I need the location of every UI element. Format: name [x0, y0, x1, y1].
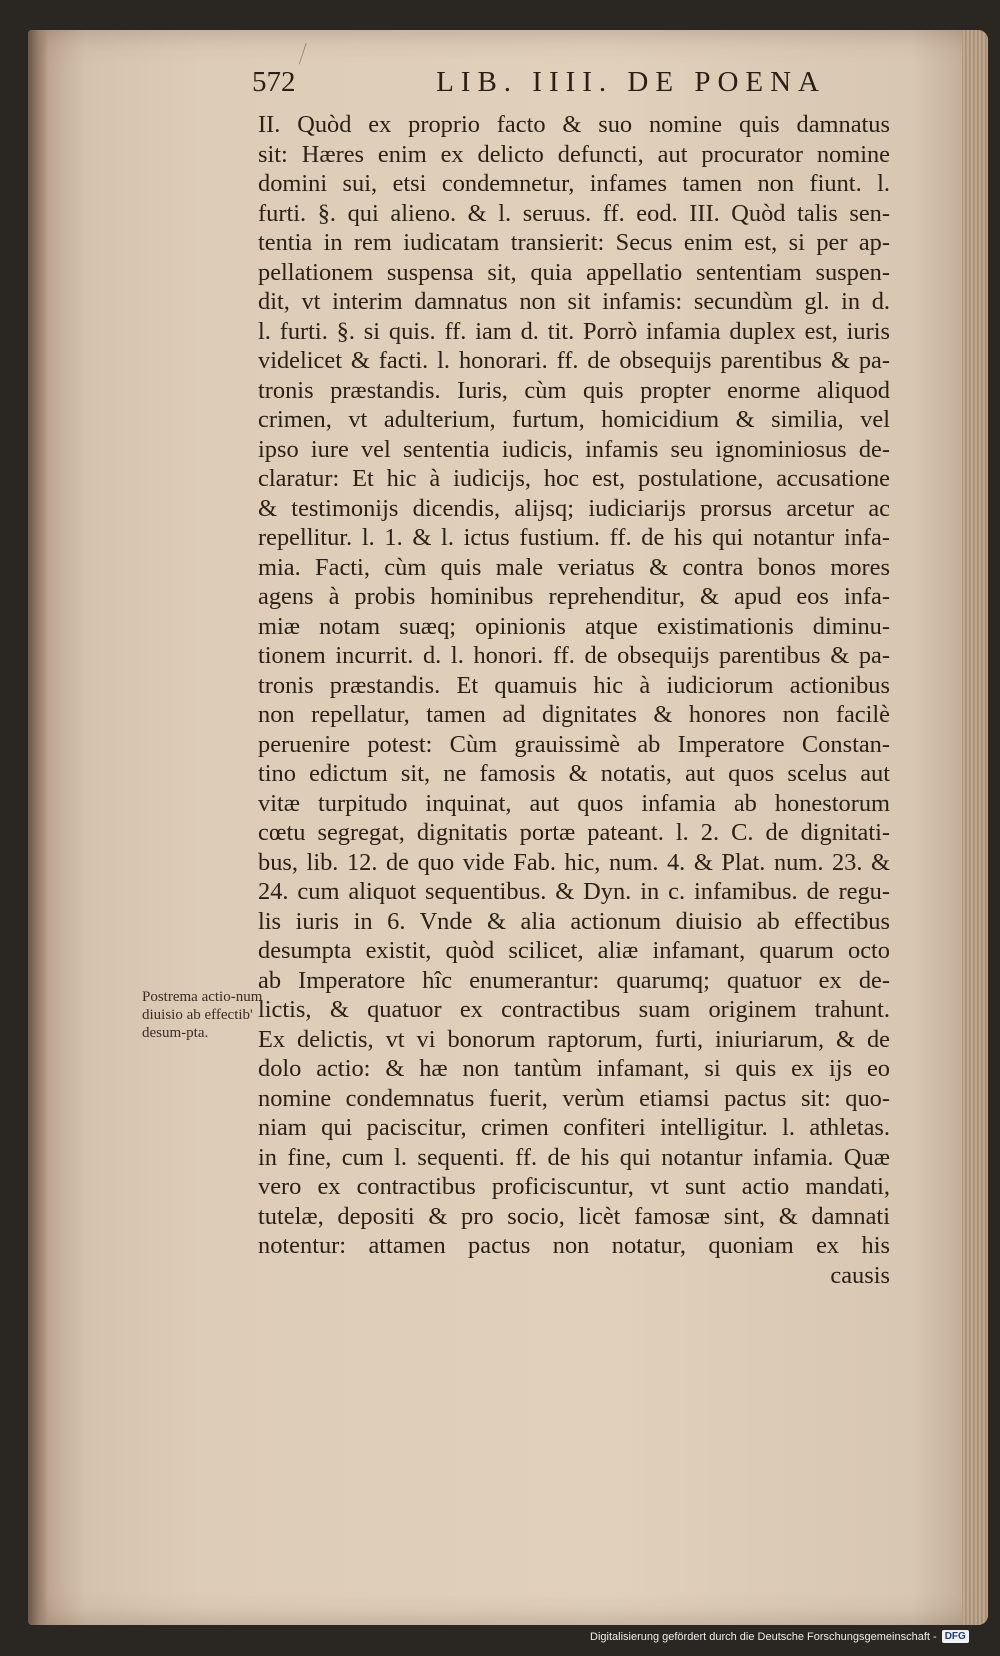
text-line: [258, 1113, 890, 1143]
text-line: [258, 435, 890, 465]
text-line: [258, 1231, 890, 1261]
text-line-content: notentur: attamen pactus non notatur, quoniam ex his: [258, 1232, 890, 1259]
text-line: [258, 700, 890, 730]
text-line: [258, 1143, 890, 1173]
text-line-content: sit: Hæres enim ex delicto defuncti, aut procurator nomine: [258, 140, 890, 168]
text-line-content: crimen, vt adulterium, furtum, homicidium & similia, vel: [258, 406, 890, 433]
running-head: [252, 66, 836, 99]
text-line: [258, 759, 890, 789]
text-line-content: ipso iure vel sententia iudicis, infamis seu ignominiosus de-: [258, 435, 890, 463]
text-line-content: nomine condemnatus fuerit, verùm etiamsi pactus sit: quo-: [258, 1084, 890, 1112]
text-line: [258, 936, 890, 966]
text-line-content: mia. Facti, cùm quis male veriatus & contra bonos mores: [258, 553, 890, 581]
page-fore-edge: [962, 30, 988, 1625]
text-line: [258, 464, 890, 494]
text-line-content: lis iuris in 6. Vnde & alia actionum diuisio ab effectibus: [258, 907, 890, 935]
text-line-content: tentia in rem iudicatam transierit: Secus enim est, si per ap-: [258, 229, 890, 256]
margin-note: Postrema actio-num diuisio ab effectib' desum-pta.: [142, 989, 263, 1041]
text-line: [258, 140, 890, 170]
text-line: [258, 966, 890, 996]
text-line-content: domini sui, etsi condemnetur, infames tamen non fiunt. l.: [258, 170, 890, 197]
page-number: 572: [252, 66, 296, 98]
text-line-content: pellationem suspensa sit, quia appellatio sententiam suspen-: [258, 258, 890, 286]
page-binding-edge: [28, 30, 48, 1625]
text-line-content: lictis, & quatuor ex contractibus suam originem trahunt.: [258, 996, 890, 1023]
text-line: [258, 995, 890, 1025]
text-line-content: videlicet & facti. l. honorari. ff. de obsequijs parentibus & pa-: [258, 347, 890, 374]
text-line-content: vero ex contractibus proficiscuntur, vt sunt actio mandati,: [258, 1173, 890, 1200]
text-line-content: non repellatur, tamen ad dignitates & honores non facilè: [258, 701, 890, 728]
catchword-line: [258, 1261, 890, 1291]
text-line-content: niam qui paciscitur, crimen confiteri intelligitur. l. athletas.: [258, 1114, 890, 1141]
text-line: [258, 553, 890, 583]
text-line-content: l. furti. §. si quis. ff. iam d. tit. Porrò infamia duplex est, iuris: [258, 317, 890, 345]
catchword: causis: [830, 1261, 890, 1289]
text-line-content: tionem incurrit. d. l. honori. ff. de obsequijs parentibus & pa-: [258, 642, 890, 669]
text-line: [258, 1025, 890, 1055]
text-line-content: tutelæ, depositi & pro socio, licèt famosæ sint, & damnati: [258, 1202, 890, 1230]
text-line-content: & testimonijs dicendis, alijsq; iudiciarijs prorsus arcetur ac: [258, 494, 890, 522]
text-line-content: dolo actio: & hæ non tantùm infamant, si quis ex ijs eo: [258, 1055, 890, 1082]
text-line: [258, 258, 890, 288]
text-line-content: vitæ turpitudo inquinat, aut quos infamia ab honestorum: [258, 789, 890, 817]
text-line-content: tronis præstandis. Et quamuis hic à iudiciorum actionibus: [258, 671, 890, 699]
text-line: [258, 1202, 890, 1232]
text-line-content: repellitur. l. 1. & l. ictus fustium. ff. de his qui notantur infa-: [258, 524, 890, 551]
dfg-logo: DFG: [942, 1630, 969, 1643]
text-line: [258, 228, 890, 258]
text-line: [258, 494, 890, 524]
text-line: [258, 317, 890, 347]
text-line: [258, 287, 890, 317]
text-line: [258, 110, 890, 140]
text-line-content: in fine, cum l. sequenti. ff. de his qui notantur infamia. Quæ: [258, 1143, 890, 1171]
digitization-credit: [590, 1630, 995, 1643]
text-line-content: dit, vt interim damnatus non sit infamis: secundùm gl. in d.: [258, 288, 890, 315]
text-line: [258, 1172, 890, 1202]
text-line: [258, 169, 890, 199]
text-line-content: II. Quòd ex proprio facto & suo nomine quis damnatus: [258, 111, 890, 138]
text-line-content: Ex delictis, vt vi bonorum raptorum, furti, iniuriarum, & de: [258, 1025, 890, 1053]
text-line-content: tino edictum sit, ne famosis & notatis, aut quos scelus aut: [258, 760, 890, 787]
text-line: [258, 1054, 890, 1084]
text-line: [258, 818, 890, 848]
text-line: [258, 641, 890, 671]
text-line-content: 24. cum aliquot sequentibus. & Dyn. in c. infamibus. de regu-: [258, 878, 890, 905]
credit-text: Digitalisierung gefördert durch die Deutsche Forschungsgemeinschaft -: [590, 1630, 937, 1643]
text-line-content: bus, lib. 12. de quo vide Fab. hic, num. 4. & Plat. num. 23. &: [258, 848, 890, 876]
text-line: [258, 346, 890, 376]
text-line-content: peruenire potest: Cùm grauissimè ab Imperatore Constan-: [258, 730, 890, 758]
text-line-content: furti. §. qui alieno. & l. seruus. ff. eod. III. Quòd talis sen-: [258, 199, 890, 227]
text-line-content: ab Imperatore hîc enumerantur: quarumq; quatuor ex de-: [258, 966, 890, 994]
text-line: [258, 877, 890, 907]
text-line: [258, 612, 890, 642]
text-line: [258, 1084, 890, 1114]
text-line: [258, 848, 890, 878]
text-line-content: claratur: Et hic à iudicijs, hoc est, postulatione, accusatione: [258, 465, 890, 492]
text-line: [258, 789, 890, 819]
text-line: [258, 376, 890, 406]
text-line-content: miæ notam suæq; opinionis atque existimationis diminu-: [258, 612, 890, 640]
body-text: [258, 110, 890, 1290]
text-line-content: agens à probis hominibus reprehenditur, & apud eos infa-: [258, 583, 890, 610]
text-line-content: cœtu segregat, dignitatis portæ pateant. l. 2. C. de dignitati-: [258, 819, 890, 846]
text-line: [258, 730, 890, 760]
text-line: [258, 671, 890, 701]
text-line-content: desumpta existit, quòd scilicet, aliæ infamant, quarum octo: [258, 937, 890, 964]
text-line: [258, 199, 890, 229]
text-line: [258, 405, 890, 435]
running-head-title: LIB. IIII. DE POENA: [436, 66, 826, 98]
text-line: [258, 582, 890, 612]
text-line-content: tronis præstandis. Iuris, cùm quis propter enorme aliquod: [258, 376, 890, 404]
text-line: [258, 523, 890, 553]
text-line: [258, 907, 890, 937]
